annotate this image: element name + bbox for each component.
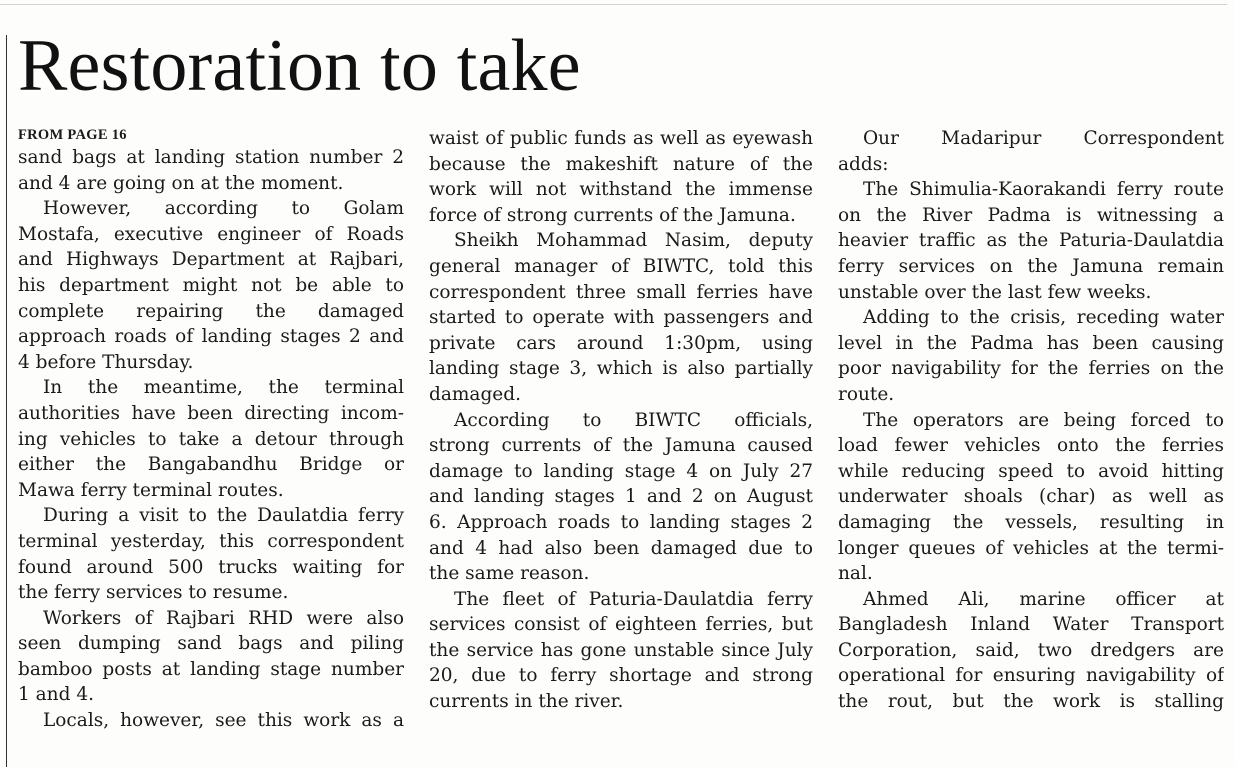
text-line: damaging the vessels, resulting in — [838, 511, 1224, 533]
text-line: ferry services on the Jamuna remain — [838, 255, 1224, 277]
text-line: poor navigability for the ferries on the — [838, 358, 1224, 380]
text-line: sand bags at landing station number 2 — [18, 147, 404, 168]
text-line: Ahmed Ali, marine officer at — [863, 588, 1224, 610]
text-line: found around 500 trucks waiting for — [18, 556, 404, 578]
text-line: The fleet of Paturia-Daulatdia ferry — [454, 588, 813, 610]
text-line: his department might not be able to — [18, 274, 404, 296]
text-line: Sheikh Mohammad Nasim, deputy — [454, 230, 813, 252]
text-line: The operators are being forced to — [863, 409, 1224, 431]
article-column-3 — [838, 126, 1224, 715]
text-line: route. — [838, 383, 895, 405]
text-line: private cars around 1:30pm, using — [429, 332, 813, 354]
text-line: seen dumping sand bags and piling — [18, 633, 404, 655]
text-line: and landing stages 1 and 2 on August — [429, 486, 813, 508]
text-line: In the meantime, the terminal — [43, 377, 404, 399]
text-line: because the makeshift nature of the — [429, 153, 813, 175]
text-line: currents in the river. — [429, 691, 624, 713]
text-line: 20, due to ferry shortage and strong — [429, 665, 813, 687]
text-line: nal. — [838, 563, 873, 585]
text-line: The Shimulia-Kaorakandi ferry route — [863, 179, 1224, 201]
text-line: Locals, however, see this work as a — [43, 710, 404, 732]
text-line: Adding to the crisis, receding water — [863, 307, 1224, 329]
text-line: approach roads of landing stages 2 and — [18, 326, 404, 348]
text-line: heavier traffic as the Paturia-Daulatdia — [838, 230, 1224, 252]
text-line: Bangladesh Inland Water Transport — [838, 614, 1224, 636]
top-rule — [0, 4, 1227, 5]
text-line: the service has gone unstable since July — [429, 639, 813, 661]
text-line: either the Bangabandhu Bridge or — [18, 454, 404, 476]
text-line: operational for ensuring navigability of — [838, 665, 1224, 687]
text-line: waist of public funds as well as eyewash — [429, 128, 813, 149]
text-line: landing stage 3, which is also partially — [429, 358, 813, 380]
text-line: correspondent three small ferries have — [429, 281, 813, 303]
text-line: underwater shoals (char) as well as — [838, 486, 1224, 508]
text-line: on the River Padma is witnessing a — [838, 204, 1224, 226]
text-line: and 4 had also been damaged due to — [429, 537, 813, 559]
headline: Restoration to take — [18, 25, 581, 107]
text-line: level in the Padma has been causing — [838, 332, 1224, 354]
text-line: the ferry services to resume. — [18, 582, 289, 604]
text-line: while reducing speed to avoid hitting — [838, 460, 1224, 482]
text-line: Mawa ferry terminal routes. — [18, 479, 284, 501]
text-line: Corporation, said, two dredgers are — [838, 639, 1224, 661]
text-line: ing vehicles to take a detour through — [18, 428, 404, 450]
text-line: general manager of BIWTC, told this — [429, 255, 813, 277]
text-line: Mostafa, executive engineer of Roads — [18, 223, 404, 245]
text-line: authorities have been directing incom- — [18, 402, 404, 424]
text-line: and 4 are going on at the moment. — [18, 172, 344, 194]
text-line: longer queues of vehicles at the termi- — [838, 537, 1224, 559]
text-line: However, according to Golam — [43, 198, 404, 220]
text-line: 1 and 4. — [18, 684, 94, 706]
text-line: started to operate with passengers and — [429, 307, 813, 329]
text-line: During a visit to the Daulatdia ferry — [43, 505, 404, 527]
text-line: unstable over the last few weeks. — [838, 281, 1152, 303]
text-line: 4 before Thursday. — [18, 351, 194, 373]
text-line: force of strong currents of the Jamuna. — [429, 204, 796, 226]
text-line: terminal yesterday, this correspondent — [18, 530, 404, 552]
text-line: bamboo posts at landing stage number — [18, 658, 404, 680]
text-line: adds: — [838, 153, 889, 175]
text-line: Workers of Rajbari RHD were also — [43, 607, 404, 629]
text-line: damage to landing stage 4 on July 27 — [429, 460, 813, 482]
column-rule — [6, 35, 7, 767]
text-line: the rout, but the work is stalling — [838, 691, 1224, 713]
text-line: Our Madaripur Correspondent — [863, 128, 1224, 149]
text-line: damaged. — [429, 383, 521, 405]
text-line: complete repairing the damaged — [18, 300, 404, 322]
article-column-1 — [18, 126, 404, 734]
text-line: strong currents of the Jamuna caused — [429, 435, 813, 457]
text-line: and Highways Department at Rajbari, — [18, 249, 404, 271]
article-column-2 — [429, 126, 813, 715]
text-line: services consist of eighteen ferries, but — [429, 614, 813, 636]
text-line: load fewer vehicles onto the ferries — [838, 435, 1224, 457]
text-line: work will not withstand the immense — [429, 179, 813, 201]
text-line: the same reason. — [429, 563, 590, 585]
text-line: 6. Approach roads to landing stages 2 — [429, 511, 813, 533]
kicker: FROM PAGE 16 — [18, 127, 127, 143]
text-line: According to BIWTC officials, — [454, 409, 813, 431]
